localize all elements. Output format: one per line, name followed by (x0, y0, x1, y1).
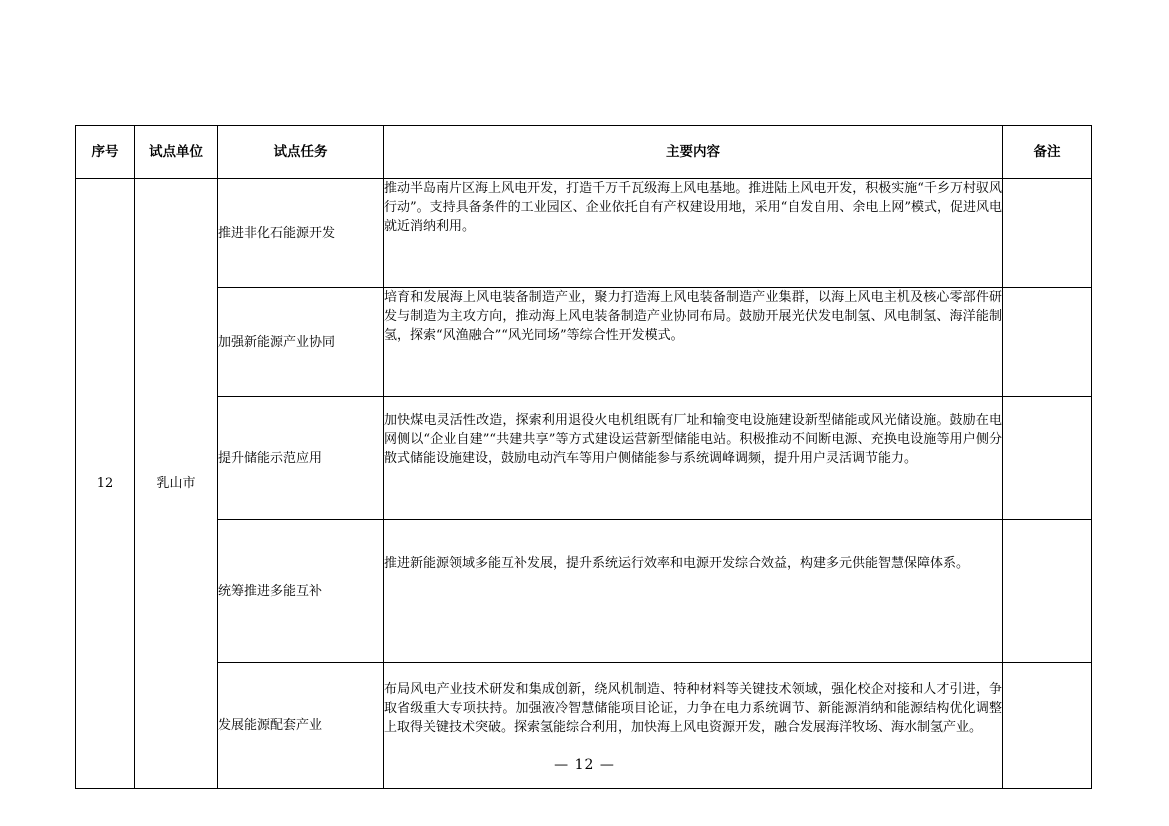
page-number: — 12 — (554, 757, 615, 773)
task-cell: 提升储能示范应用 (218, 397, 384, 520)
header-note: 备注 (1003, 126, 1092, 179)
content-cell (384, 288, 1003, 397)
pilot-task-table (75, 125, 1092, 789)
task-cell: 推进非化石能源开发 (218, 179, 384, 288)
content-text: 推动半岛南片区海上风电开发，打造千万千瓦级海上风电基地。推进陆上风电开发，积极实施“千乡万村驭风行动”。支持具备条件的工业园区、企业依托自有产权建设用地，采用“自发自用、余电上网”模式，促进风电就近消纳利用。 (384, 181, 1002, 234)
note-cell (1003, 520, 1092, 663)
content-text: 布局风电产业技术研发和集成创新，绕风机制造、特种材料等关键技术领域，强化校企对接和人才引进，争取省级重大专项扶持。加强液冷智慧储能项目论证，力争在电力系统调节、新能源消纳和能源结构优化调整上取得关键技术突破。探索氢能综合利用，加快海上风电资源开发，融合发展海洋牧场、海水制氢产业。 (384, 682, 1002, 735)
note-cell (1003, 179, 1092, 288)
content-text: 加快煤电灵活性改造，探索利用退役火电机组既有厂址和输变电设施建设新型储能或风光储设施。鼓励在电网侧以“企业自建”“共建共享”等方式建设运营新型储能电站。积极推动不间断电源、充换电设施等用户侧分散式储能设施建设，鼓励电动汽车等用户侧储能参与系统调峰调频，提升用户灵活调节能力。 (384, 413, 1002, 466)
table-row (76, 288, 1092, 397)
table-row (76, 520, 1092, 663)
content-cell (384, 179, 1003, 288)
header-task: 试点任务 (218, 126, 384, 179)
table-header-row (76, 126, 1092, 179)
content-cell (384, 397, 1003, 520)
task-cell: 加强新能源产业协同 (218, 288, 384, 397)
content-text: 推进新能源领域多能互补发展，提升系统运行效率和电源开发综合效益，构建多元供能智慧保障体系。 (384, 556, 970, 571)
task-cell: 统筹推进多能互补 (218, 520, 384, 663)
content-text: 培育和发展海上风电装备制造产业，聚力打造海上风电装备制造产业集群，以海上风电主机及核心零部件研发与制造为主攻方向，推动海上风电装备制造产业协同布局。鼓励开展光伏发电制氢、风电制氢、海洋能制氢，探索“风渔融合”“风光同场”等综合性开发模式。 (384, 290, 1002, 343)
unit-cell: 乳山市 (135, 179, 218, 789)
header-content: 主要内容 (384, 126, 1003, 179)
table-row (76, 179, 1092, 288)
note-cell (1003, 288, 1092, 397)
header-unit: 试点单位 (135, 126, 218, 179)
task-cell: 发展能源配套产业 (218, 663, 384, 789)
note-cell (1003, 397, 1092, 520)
table-row (76, 397, 1092, 520)
header-serial: 序号 (76, 126, 135, 179)
serial-cell: 12 (76, 179, 135, 789)
content-cell (384, 520, 1003, 663)
